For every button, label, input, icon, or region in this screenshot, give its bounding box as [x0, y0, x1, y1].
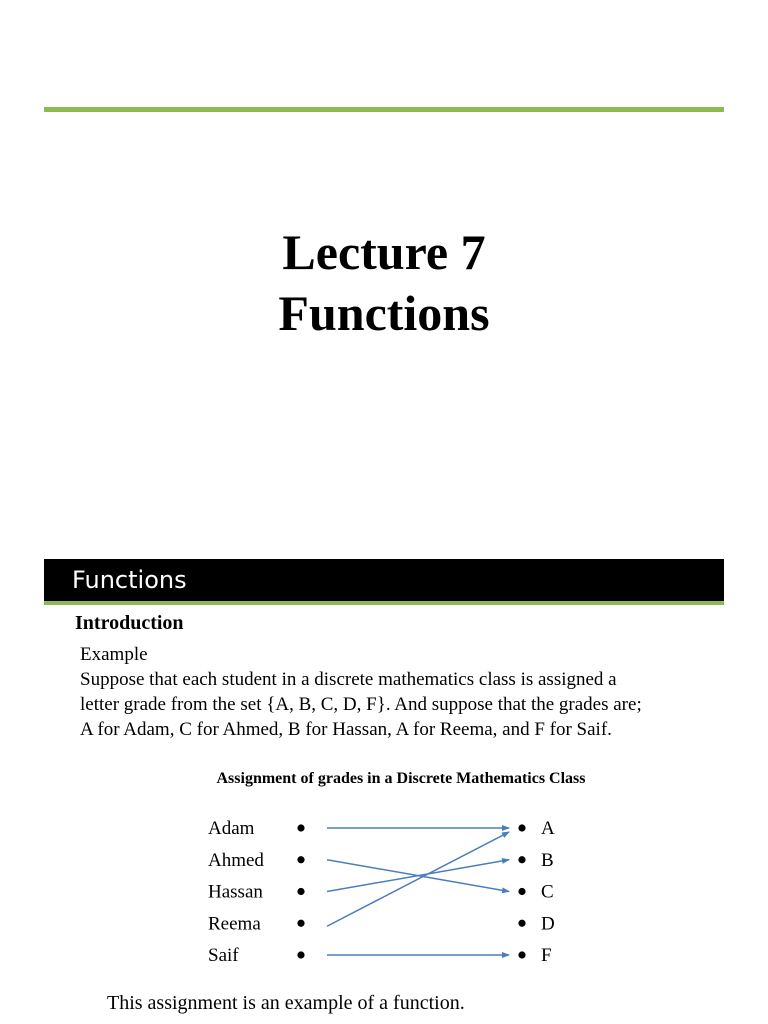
student-point [297, 824, 304, 831]
student-label: Reema [208, 913, 261, 935]
student-label: Ahmed [208, 849, 264, 871]
student-label: Saif [208, 945, 239, 966]
slide-title-line-2: Functions [278, 285, 490, 341]
figure-title: Assignment of grades in a Discrete Mathematics Class [216, 770, 586, 787]
slide-title [0, 222, 768, 344]
student-point [297, 856, 304, 863]
example-body [80, 642, 720, 742]
grade-point [518, 951, 525, 958]
student-point [297, 888, 304, 895]
grade-label: B [541, 849, 554, 871]
paragraph-line-2: letter grade from the set {A, B, C, D, F}. And suppose that the grades are; [80, 694, 642, 715]
grade-label: D [541, 913, 555, 935]
grade-label: C [541, 881, 554, 903]
grade-point [518, 888, 525, 895]
title-accent-rule [44, 107, 724, 112]
grade-point [518, 856, 525, 863]
slide-title-line-1: Lecture 7 [282, 224, 486, 280]
student-label: Hassan [208, 881, 263, 903]
example-label: Example [80, 644, 148, 665]
mapping-diagram [0, 800, 768, 980]
student-point [297, 920, 304, 927]
conclusion-text: This assignment is an example of a function. [107, 992, 465, 1014]
paragraph-line-1: Suppose that each student in a discrete mathematics class is assigned a [80, 669, 617, 690]
student-label: Adam [208, 818, 255, 839]
section-header-title: Functions [72, 566, 187, 594]
grade-label: F [541, 945, 552, 966]
grade-label: A [541, 818, 555, 839]
mapping-arrow [327, 832, 509, 926]
grade-point [518, 824, 525, 831]
student-point [297, 951, 304, 958]
paragraph-line-3: A for Adam, C for Ahmed, B for Hassan, A for Reema, and F for Saif. [80, 719, 612, 740]
section-header-bar [44, 559, 724, 601]
intro-heading: Introduction [75, 612, 184, 634]
grade-point [518, 920, 525, 927]
section-header-rule [44, 601, 724, 605]
